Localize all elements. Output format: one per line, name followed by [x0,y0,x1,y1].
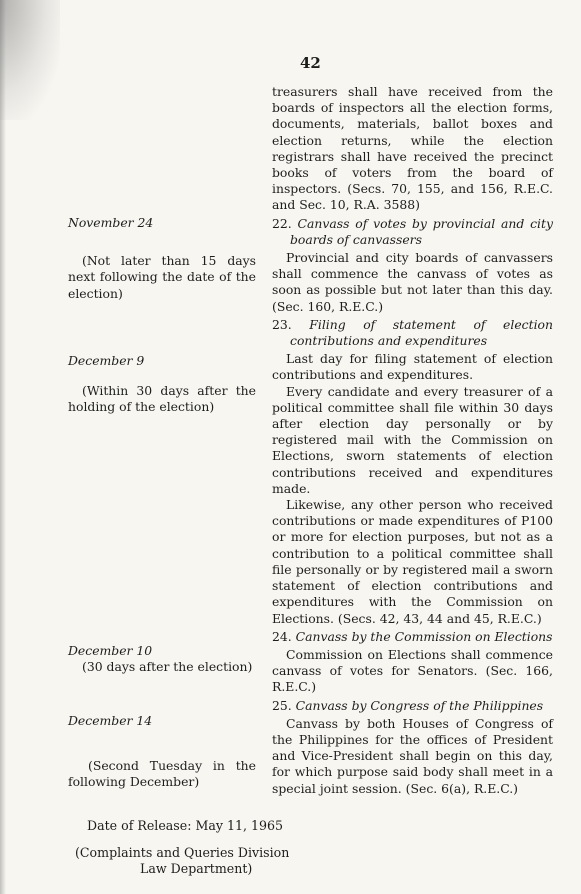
section-number: 22. [272,215,292,231]
body-paragraph: Last day for filing statement of election contributions and expenditures. [272,351,553,383]
section-title: Canvass by the Commission on Elections [295,628,553,644]
date-note: (30 days after the election) [82,659,253,675]
section-heading [272,317,553,349]
section-heading [272,629,553,645]
date-note: (Not later than 15 days next following the date of the election) [68,253,256,301]
right-column [272,84,553,797]
body-paragraph: Commission on Elections shall commence canvass of votes for Senators. (Sec. 166, R.E.C.) [272,646,553,695]
body-paragraph: Provincial and city boards of canvassers shall commence the canvass of votes as soon as possible but not later than this day. (Sec. 160, R.E.C.) [272,250,553,314]
date-label: December 14 [68,713,153,728]
scan-edge [0,0,6,894]
date-label: December 10 [68,643,153,658]
scan-shadow [0,0,60,120]
body-paragraph: treasurers shall have received from the boards of inspectors all the election forms, documents, materials, ballot boxes and election returns, while the election registrars shall have received the precinct books of voters from the board of inspectors. (Secs. 70, 155, and 156, R.E.C. and Sec. 10, R.A. 3588) [272,84,553,213]
body-paragraph: Canvass by both Houses of Congress of the Philippines for the offices of President and Vice-President shall begin on this day, for which purpose said body shall meet in a special joint session. (Sec. 6(a), R.E.C.) [272,715,553,796]
section-heading [272,698,553,714]
date-label: November 24 [68,215,154,230]
entry-december-14 [68,713,256,791]
section-title: Canvass of votes by provincial and city boards of canvassers [290,215,553,247]
section-number: 25. [272,697,292,713]
date-note: (Second Tuesday in the following December) [68,758,256,790]
entry-december-9 [68,353,256,416]
date-note: (Within 30 days after the holding of the election) [68,383,256,415]
body-paragraph: Likewise, any other person who received contributions or made expenditures of P100 or more for election purposes, but not as a contribution to a political committee shall file personally or by registered mail a sworn statement of election contributions and expenditures with the Commission on Elections. (Secs. 42, 43, 44 and 45, R.E.C.) [272,497,553,626]
page-number: 42 [300,54,321,72]
section-title: Filing of statement of election contributions and expenditures [290,316,553,349]
division-line: (Complaints and Queries Division [75,845,290,860]
entry-november-24 [68,215,256,302]
body-paragraph: Every candidate and every treasurer of a political committee shall file within 30 days after election day personally or by registered mail with the Commission on Elections, sworn statements of election contributions received and expenditures made. [272,383,553,496]
release-date: Date of Release: May 11, 1965 [87,818,284,833]
section-heading [272,216,553,248]
section-title: Canvass by Congress of the Philippines [295,697,544,713]
section-number: 23. [272,316,292,332]
date-label: December 9 [68,353,145,368]
section-number: 24. [272,628,292,644]
entry-december-10 [68,643,256,675]
department-line: Law Department) [140,861,253,876]
